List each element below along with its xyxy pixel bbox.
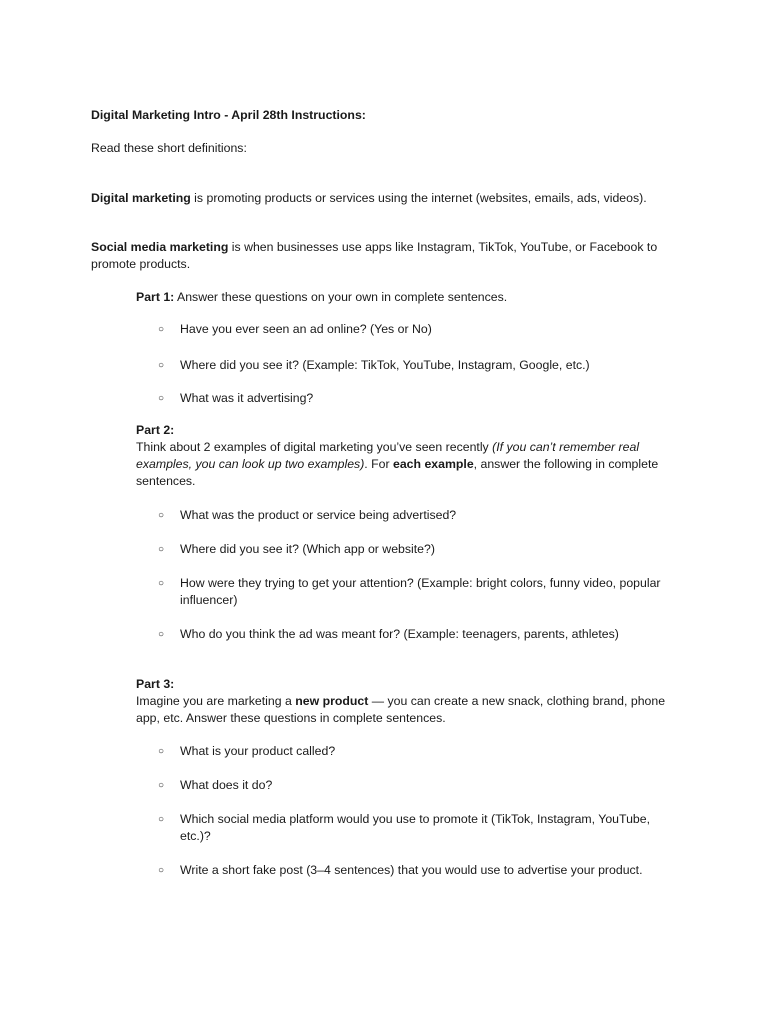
list-item xyxy=(158,321,678,338)
definition-digital-marketing xyxy=(91,190,681,207)
part-2-label: Part 2: xyxy=(136,423,175,437)
list-item-text: How were they trying to get your attention? (Example: bright colors, funny video, popular influencer) xyxy=(180,576,661,607)
bullet-icon: ○ xyxy=(158,780,165,791)
part-2-instruction: Think about 2 examples of digital marketing you’ve seen recently (If you can’t remember real examples, you can look up two examples). For each example, answer the following in complete sentences. xyxy=(136,440,659,488)
part-1-label: Part 1: xyxy=(136,290,175,304)
list-item-text: Who do you think the ad was meant for? (Example: teenagers, parents, athletes) xyxy=(180,627,619,641)
list-item xyxy=(158,390,678,407)
part-2-italic-note: (If you can’t remember real examples, you can look up two examples) xyxy=(136,440,640,471)
bullet-icon: ○ xyxy=(158,746,165,757)
list-item xyxy=(158,507,678,524)
part-3-label: Part 3: xyxy=(136,677,175,691)
definition-text: is when businesses use apps like Instagram, TikTok, YouTube, or Facebook to promote products. xyxy=(91,240,658,271)
bullet-icon: ○ xyxy=(158,544,165,555)
definition-term: Digital marketing xyxy=(91,191,191,205)
bullet-icon: ○ xyxy=(158,814,165,825)
bullet-icon: ○ xyxy=(158,629,165,640)
part-1-instruction: Answer these questions on your own in complete sentences. xyxy=(174,290,508,304)
bullet-icon: ○ xyxy=(158,578,165,589)
part-2-bold-text: each example xyxy=(393,457,474,471)
bullet-icon: ○ xyxy=(158,865,165,876)
list-item xyxy=(158,811,678,845)
bullet-icon: ○ xyxy=(158,510,165,521)
list-item-text: Where did you see it? (Example: TikTok, YouTube, Instagram, Google, etc.) xyxy=(180,358,590,372)
list-item xyxy=(158,862,678,879)
list-item-text: Which social media platform would you use to promote it (TikTok, Instagram, YouTube, etc.)? xyxy=(180,812,651,843)
intro-text: Read these short definitions: xyxy=(91,141,247,155)
definition-text: is promoting products or services using the internet (websites, emails, ads, videos). xyxy=(190,191,647,205)
part-3-instruction: Imagine you are marketing a new product — you can create a new snack, clothing brand, phone app, etc. Answer these questions in complete sentences. xyxy=(136,694,666,725)
part-3-section xyxy=(136,676,676,727)
list-item-text: What was the product or service being advertised? xyxy=(180,508,457,522)
list-item-text: Where did you see it? (Which app or website?) xyxy=(180,542,435,556)
list-item-text: What is your product called? xyxy=(180,744,336,758)
list-item xyxy=(158,626,678,643)
list-item-text: Have you ever seen an ad online? (Yes or No) xyxy=(180,322,432,336)
list-item xyxy=(158,541,678,558)
part-3-bold-text: new product xyxy=(295,694,369,708)
definition-social-media-marketing xyxy=(91,239,681,273)
part-1-heading xyxy=(136,289,676,306)
part-2-section xyxy=(136,422,676,490)
definition-term: Social media marketing xyxy=(91,240,229,254)
list-item-text: What was it advertising? xyxy=(180,391,314,405)
list-item-text: What does it do? xyxy=(180,778,273,792)
bullet-icon: ○ xyxy=(158,360,165,371)
document-title: Digital Marketing Intro - April 28th Instructions: xyxy=(91,108,366,122)
list-item-text: Write a short fake post (3–4 sentences) that you would use to advertise your product. xyxy=(180,863,643,877)
list-item xyxy=(158,357,678,374)
bullet-icon: ○ xyxy=(158,393,165,404)
list-item xyxy=(158,743,678,760)
list-item xyxy=(158,777,678,794)
bullet-icon: ○ xyxy=(158,324,165,335)
list-item xyxy=(158,575,678,609)
